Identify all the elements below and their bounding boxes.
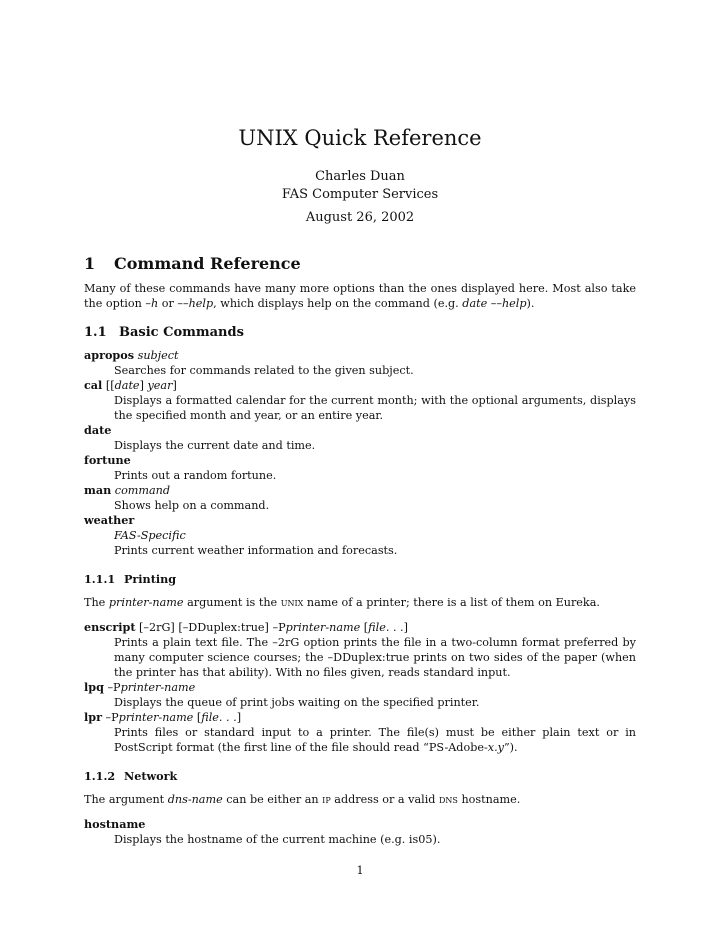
basic-commands-list: [84, 348, 636, 558]
subsection-number: 1.1: [84, 325, 107, 340]
command-name: enscript: [84, 620, 136, 634]
fas-specific-note: FAS-Specific: [114, 529, 186, 542]
printing-commands-list: [84, 620, 636, 755]
command-name: lpq: [84, 680, 104, 694]
command-weather: [84, 513, 636, 528]
spacer: [84, 610, 636, 620]
author-affiliation: FAS Computer Services: [281, 187, 439, 202]
command-args: ]: [403, 621, 408, 634]
command-lpr: [84, 710, 636, 725]
command-args: printer-name: [285, 621, 361, 634]
argument-name: dns-name: [167, 793, 223, 806]
command-name: fortune: [84, 453, 131, 467]
subsubsection-title: Network: [124, 769, 178, 783]
printing-intro: [84, 595, 636, 610]
subsubsection-title: Printing: [124, 572, 177, 586]
command-args: date: [114, 379, 140, 392]
intro-text: name of a printer; there is a list of them on Eureka.: [303, 596, 600, 609]
command-description: Prints current weather information and forecasts.: [114, 544, 398, 557]
command-description: Displays a formatted calendar for the current month; with the optional arguments, displays the specified month and year, or an entire year.: [114, 394, 636, 422]
command-args: printer-name: [120, 681, 196, 694]
command-name: lpr: [84, 710, 102, 724]
intro-text: address or a valid: [330, 793, 440, 806]
page-number: 1: [356, 864, 364, 877]
command-description: Searches for commands related to the given subject.: [114, 364, 414, 377]
command-args: –P: [103, 681, 121, 694]
command-man: [84, 483, 636, 498]
command-date: [84, 423, 636, 438]
intro-text: The argument: [84, 793, 168, 806]
command-args: subject: [137, 349, 179, 362]
command-hostname: [84, 817, 636, 832]
version-text: x.y: [487, 741, 504, 754]
description-text: ”).: [503, 741, 518, 754]
intro-text: , which displays help on the command (e.g.: [213, 297, 463, 310]
author-name: Charles Duan: [315, 169, 405, 184]
option-help: ––help: [177, 297, 214, 310]
command-name: cal: [84, 378, 103, 392]
command-args: printer-name: [118, 711, 194, 724]
command-name: hostname: [84, 817, 146, 831]
document-title: UNIX Quick Reference: [238, 126, 482, 150]
command-apropos: [84, 348, 636, 363]
subsubsection-heading: [84, 572, 636, 587]
command-description: Prints out a random fortune.: [114, 469, 277, 482]
command-args: –P: [101, 711, 119, 724]
intro-text: hostname.: [457, 793, 521, 806]
command-fortune: [84, 453, 636, 468]
command-name: date: [84, 423, 112, 437]
subsection-heading: [84, 325, 636, 340]
command-args: file. . .: [368, 621, 404, 634]
command-args: ]: [236, 711, 242, 724]
subsection-title: Basic Commands: [119, 325, 244, 340]
command-name: apropos: [84, 348, 135, 362]
ip-term: ip: [322, 793, 331, 806]
command-description: Prints a plain text file. The –2rG option prints the file in a two-column format preferred by many computer science courses; the –DDuplex:true prints on two sides of the paper (when the printer has that ability). With no files given, reads standard input.: [114, 636, 636, 679]
network-intro: [84, 792, 636, 807]
command-note: [114, 528, 636, 543]
command-args: [: [360, 621, 369, 634]
document-body: [84, 256, 636, 847]
argument-name: printer-name: [108, 596, 184, 609]
command-name: weather: [84, 513, 135, 527]
command-args: command: [114, 484, 171, 497]
command-description: Displays the current date and time.: [114, 439, 316, 452]
command-name: man: [84, 483, 112, 497]
command-enscript: [84, 620, 636, 635]
option-h: –h: [145, 297, 159, 310]
author-block: [0, 168, 720, 204]
section-title: Command Reference: [114, 254, 301, 273]
command-cal: [84, 378, 636, 393]
command-args: [–2rG] [–DDuplex:true] –P: [135, 621, 286, 634]
command-description: [114, 725, 636, 755]
intro-text: argument is the: [183, 596, 281, 609]
network-commands-list: [84, 817, 636, 847]
section-heading: [84, 256, 636, 271]
document-date: August 26, 2002: [305, 210, 415, 225]
command-description: Displays the queue of print jobs waiting on the specified printer.: [114, 696, 480, 709]
intro-text: Many of these commands have many more options than the ones displayed here. Most also take the option: [84, 282, 636, 310]
intro-text: ).: [526, 297, 535, 310]
command-args: year: [147, 379, 173, 392]
example-command: date ––help: [462, 297, 527, 310]
subsubsection-number: 1.1.1: [84, 572, 116, 586]
description-text: Prints files or standard input to a printer. The file(s) must be either plain text or in PostScript format (the first line of the file should read “PS-Adobe-: [114, 726, 636, 754]
intro-text: The: [84, 596, 109, 609]
spacer: [84, 807, 636, 817]
intro-text: can be either an: [222, 793, 323, 806]
command-description: Shows help on a command.: [114, 499, 270, 512]
command-args: ]: [139, 379, 148, 392]
section-intro: [84, 281, 636, 311]
subsubsection-number: 1.1.2: [84, 769, 116, 783]
command-description: Displays the hostname of the current machine (e.g. is05).: [114, 833, 441, 846]
command-args: ]: [172, 379, 177, 392]
dns-term: dns: [439, 793, 458, 806]
command-args: file. . .: [201, 711, 237, 724]
intro-text: or: [158, 297, 178, 310]
section-number: 1: [84, 254, 96, 273]
unix-term: unix: [280, 596, 304, 609]
command-args: [: [193, 711, 202, 724]
subsubsection-heading: [84, 769, 636, 784]
command-args: [[: [105, 379, 115, 392]
command-lpq: [84, 680, 636, 695]
